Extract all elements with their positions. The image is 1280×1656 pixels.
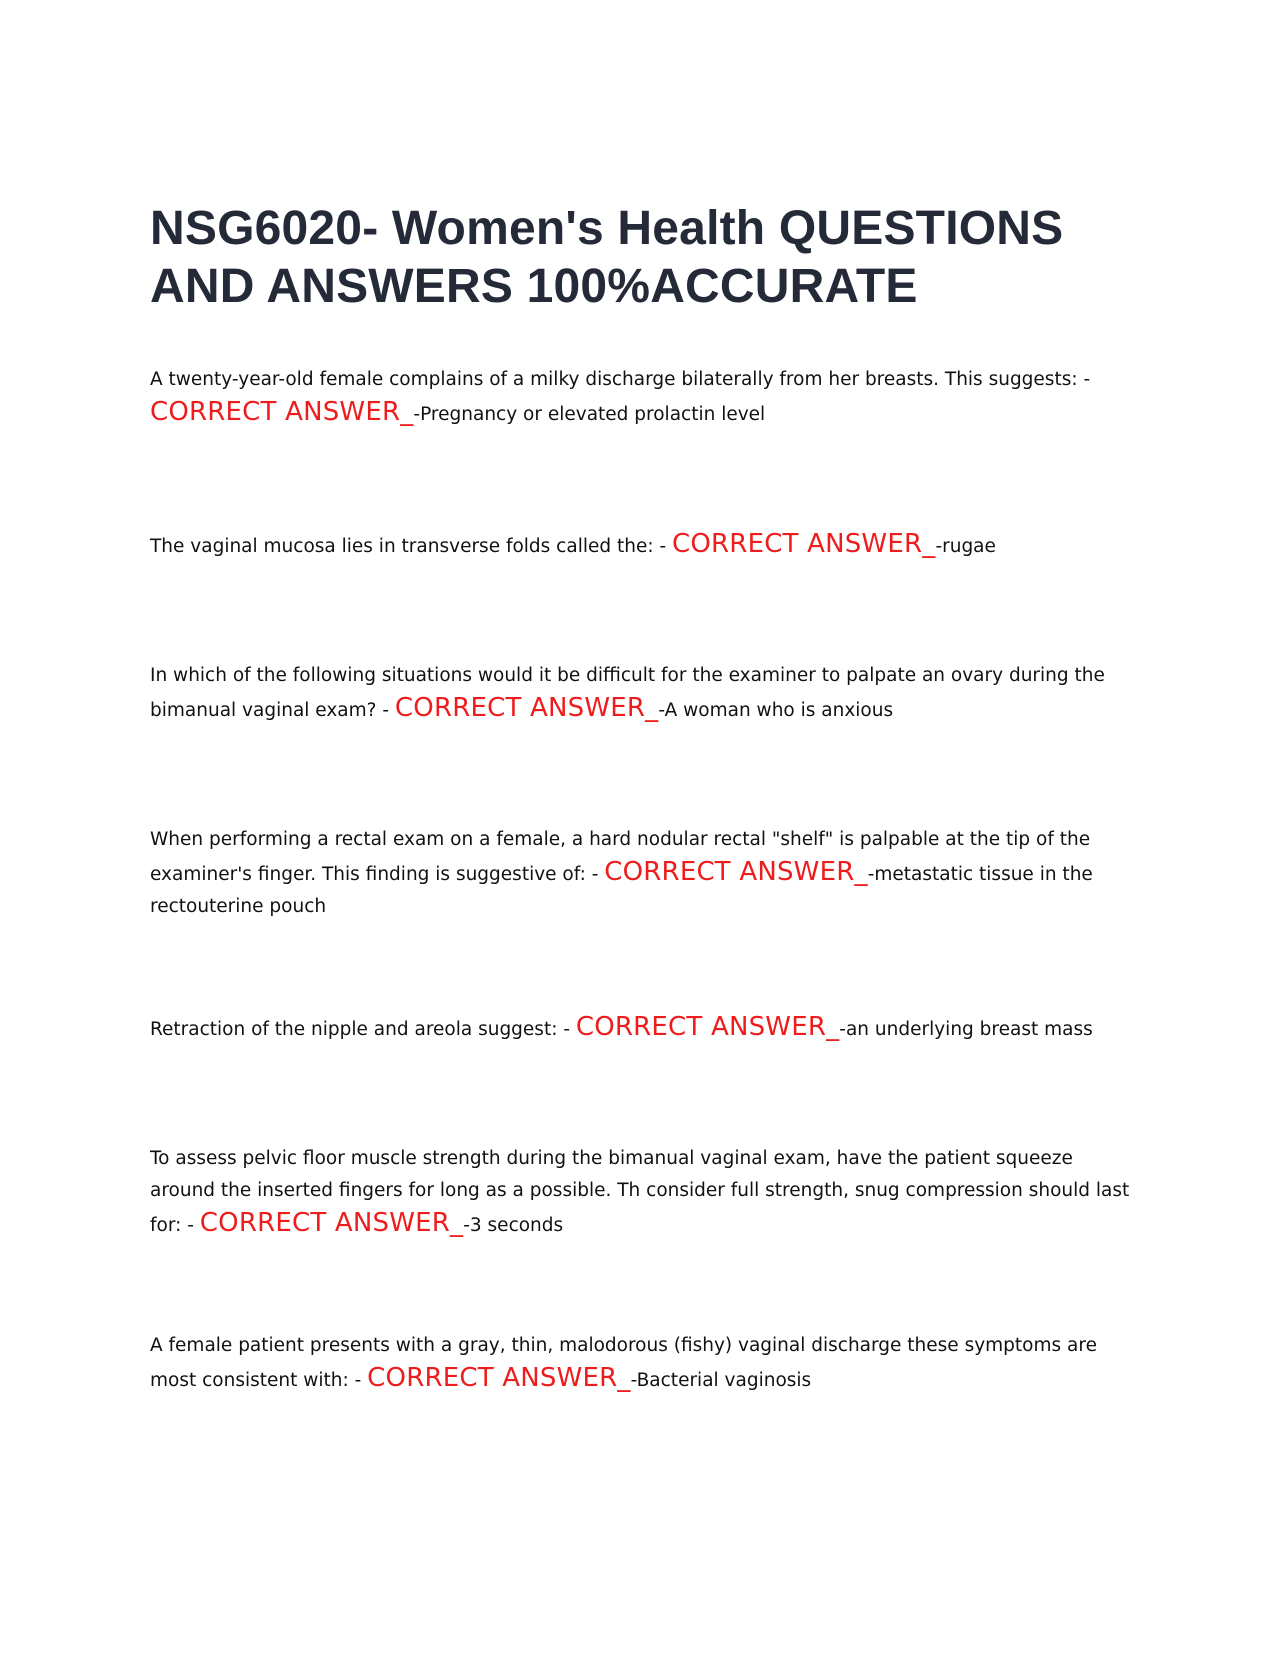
correct-answer-label: CORRECT ANSWER_ [575, 1012, 840, 1042]
question-text: A twenty-year-old female complains of a milky discharge bilaterally from her breasts. This suggests: - [150, 369, 1091, 390]
question-text: When performing a rectal exam on a female, a hard nodular rectal "shelf" is palpable at the tip of the examiner's finger. This finding is suggestive of: - [150, 829, 1091, 885]
qa-item-1 [150, 364, 1130, 431]
question-text: The vaginal mucosa lies in transverse folds called the: - [150, 536, 673, 557]
correct-answer-label: CORRECT ANSWER_ [367, 1363, 631, 1393]
answer-text: -A woman who is anxious [658, 700, 894, 721]
document-page [150, 200, 1130, 1397]
answer-text: -an underlying breast mass [839, 1019, 1093, 1040]
answer-text: -3 seconds [463, 1215, 564, 1236]
qa-list [150, 364, 1130, 1397]
correct-answer-label: CORRECT ANSWER_ [199, 1208, 464, 1238]
document-title: NSG6020- Women's Health QUESTIONS AND ANSWERS 100%ACCURATE [150, 202, 1064, 313]
correct-answer-label: CORRECT ANSWER_ [150, 397, 414, 427]
question-text: To assess pelvic floor muscle strength during the bimanual vaginal exam, have the patient squeeze around the inserted fingers for long as a possible. Th consider full strength, snug compression should last for: - [150, 1148, 1130, 1236]
answer-text: -Bacterial vaginosis [630, 1370, 812, 1391]
qa-item-3 [150, 660, 1130, 727]
answer-text: -Pregnancy or elevated prolactin level [413, 404, 766, 425]
answer-text: -metastatic tissue in the rectouterine pouch [150, 864, 1093, 917]
qa-item-6 [150, 1143, 1130, 1242]
qa-item-5 [150, 1011, 1130, 1046]
question-text: In which of the following situations would it be difficult for the examiner to palpate an ovary during the bimanual vaginal exam? - [150, 665, 1105, 721]
qa-item-2 [150, 528, 1130, 563]
answer-text: -rugae [935, 536, 996, 557]
question-text: Retraction of the nipple and areola suggest: - [150, 1019, 576, 1040]
qa-item-4 [150, 824, 1130, 923]
qa-item-7 [150, 1330, 1130, 1397]
correct-answer-label: CORRECT ANSWER_ [672, 529, 936, 559]
correct-answer-label: CORRECT ANSWER_ [394, 693, 659, 723]
correct-answer-label: CORRECT ANSWER_ [604, 857, 868, 887]
question-text: A female patient presents with a gray, thin, malodorous (fishy) vaginal discharge these symptoms are most consistent with: - [150, 1335, 1097, 1391]
